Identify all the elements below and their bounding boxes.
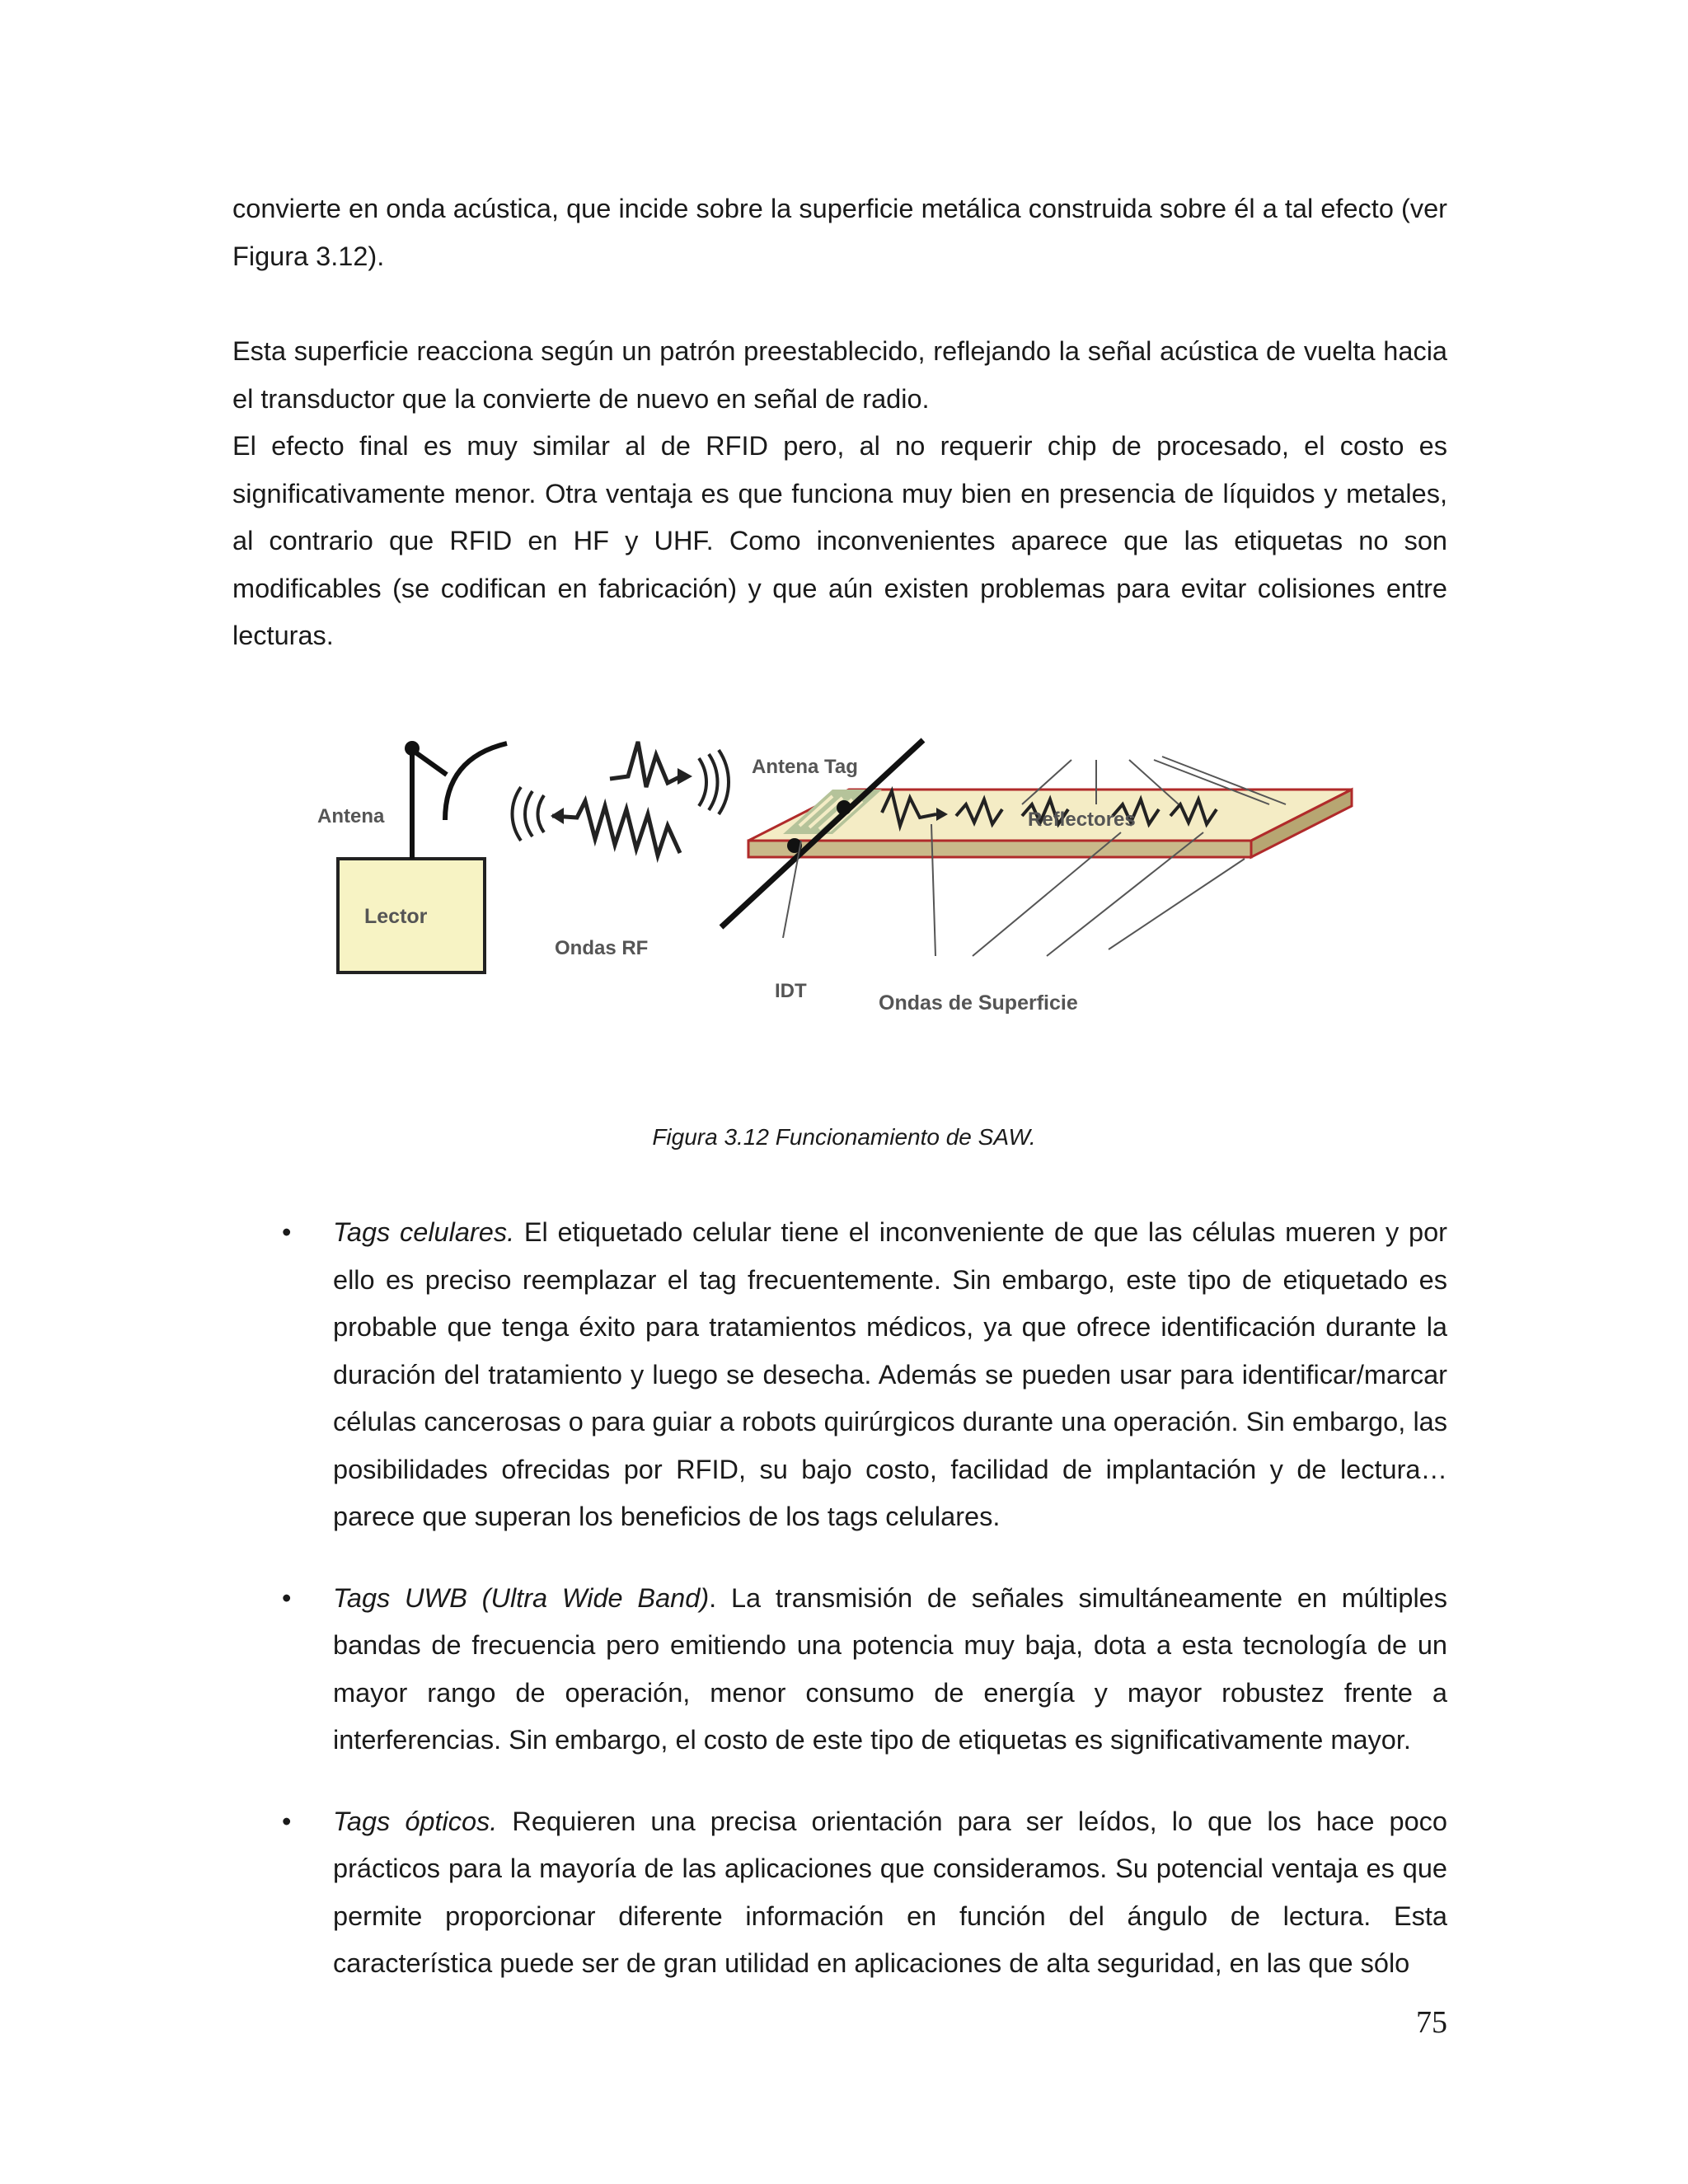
bullet-marker: •	[282, 1806, 292, 1836]
label-antena: Antena	[317, 805, 385, 827]
list-item	[232, 1209, 1447, 1541]
rf-wave-lower	[552, 801, 680, 855]
bullet-marker: •	[282, 1217, 292, 1247]
rf-wave-right-arc	[699, 750, 729, 814]
bullet-text: El etiquetado celular tiene el inconveniente de que las células mueren y por ello es preciso reemplazar el tag frecuentemente. Sin embargo, este tipo de etiquetado es probable que tenga éxito para tratamientos médicos, ya que ofrece identificación durante la duración del tratamiento y luego se desecha. Además se pueden usar para identificar/marcar células cancerosas o para guiar a robots quirúrgicos durante una operación. Sin embargo, las posibilidades ofrecidas por RFID, su bajo costo, facilidad de implantación y de lectura… parece que superan los beneficios de los tags celulares.	[333, 1217, 1447, 1531]
label-ondas-superficie: Ondas de Superficie	[879, 991, 1078, 1015]
label-idt: IDT	[775, 980, 807, 1002]
label-antena-tag: Antena Tag	[752, 756, 858, 778]
paragraph-final-effect: El efecto final es muy similar al de RFID pero, al no requerir chip de procesado, el costo es significativamente menor. Otra ventaja es que funciona muy bien en presencia de líquidos y metales, al contrario que RFID en HF y UHF. Como inconvenientes aparece que las etiquetas no son modificables (se codifican en fabricación) y que aún existen problemas para evitar colisiones entre lecturas.	[232, 431, 1447, 650]
reader-antenna-dish	[445, 743, 507, 820]
reader-antenna-knob	[405, 741, 420, 756]
saw-figure	[305, 725, 1368, 1038]
bullet-marker: •	[282, 1582, 292, 1613]
label-lector: Lector	[364, 905, 428, 928]
reader-antenna-arm	[412, 750, 447, 775]
list-item	[232, 1798, 1447, 1988]
rf-wave-lower-arrowhead	[551, 808, 564, 824]
rf-wave-upper	[610, 742, 681, 787]
bullet-term: Tags celulares.	[333, 1217, 515, 1247]
paragraph-intro: convierte en onda acústica, que incide sobre la superficie metálica construida sobre él a tal efecto (ver Figura 3.12).	[232, 194, 1447, 271]
page-number: 75	[1416, 2005, 1447, 2040]
label-ondas-rf: Ondas RF	[555, 937, 649, 959]
bullet-text: . La transmisión de señales simultáneamente en múltiples bandas de frecuencia pero emitiendo una potencia muy baja, dota a esta tecnología de un mayor rango de operación, menor consumo de energía y mayor robustez frente a interferencias. Sin embargo, el costo de este tipo de etiquetas es significativamente mayor.	[333, 1582, 1447, 1755]
paragraph-group	[232, 328, 1447, 660]
paragraph-surface: Esta superficie reacciona según un patrón preestablecido, reflejando la señal acústica de vuelta hacia el transductor que la convierte de nuevo en señal de radio.	[232, 336, 1447, 414]
tag-antenna-joint-top	[837, 800, 851, 815]
bullet-term: Tags ópticos.	[333, 1806, 498, 1836]
bullet-list	[232, 1209, 1447, 2022]
figure-caption: Figura 3.12 Funcionamiento de SAW.	[652, 1124, 1036, 1150]
label-reflectores: Reflectores	[1028, 808, 1136, 831]
bullet-text: Requieren una precisa orientación para ser leídos, lo que los hace poco prácticos para la mayoría de las aplicaciones que consideramos. Su potencial ventaja es que permite proporcionar diferente información en función del ángulo de lectura. Esta característica puede ser de gran utilidad en aplicaciones de alta seguridad, en las que sólo	[333, 1806, 1447, 1978]
saw-diagram	[305, 725, 1368, 1038]
list-item	[232, 1575, 1447, 1765]
bullet-term: Tags UWB (Ultra Wide Band)	[333, 1582, 710, 1613]
rf-wave-upper-arrowhead	[678, 768, 692, 785]
rf-wave-left-arc	[513, 787, 545, 841]
